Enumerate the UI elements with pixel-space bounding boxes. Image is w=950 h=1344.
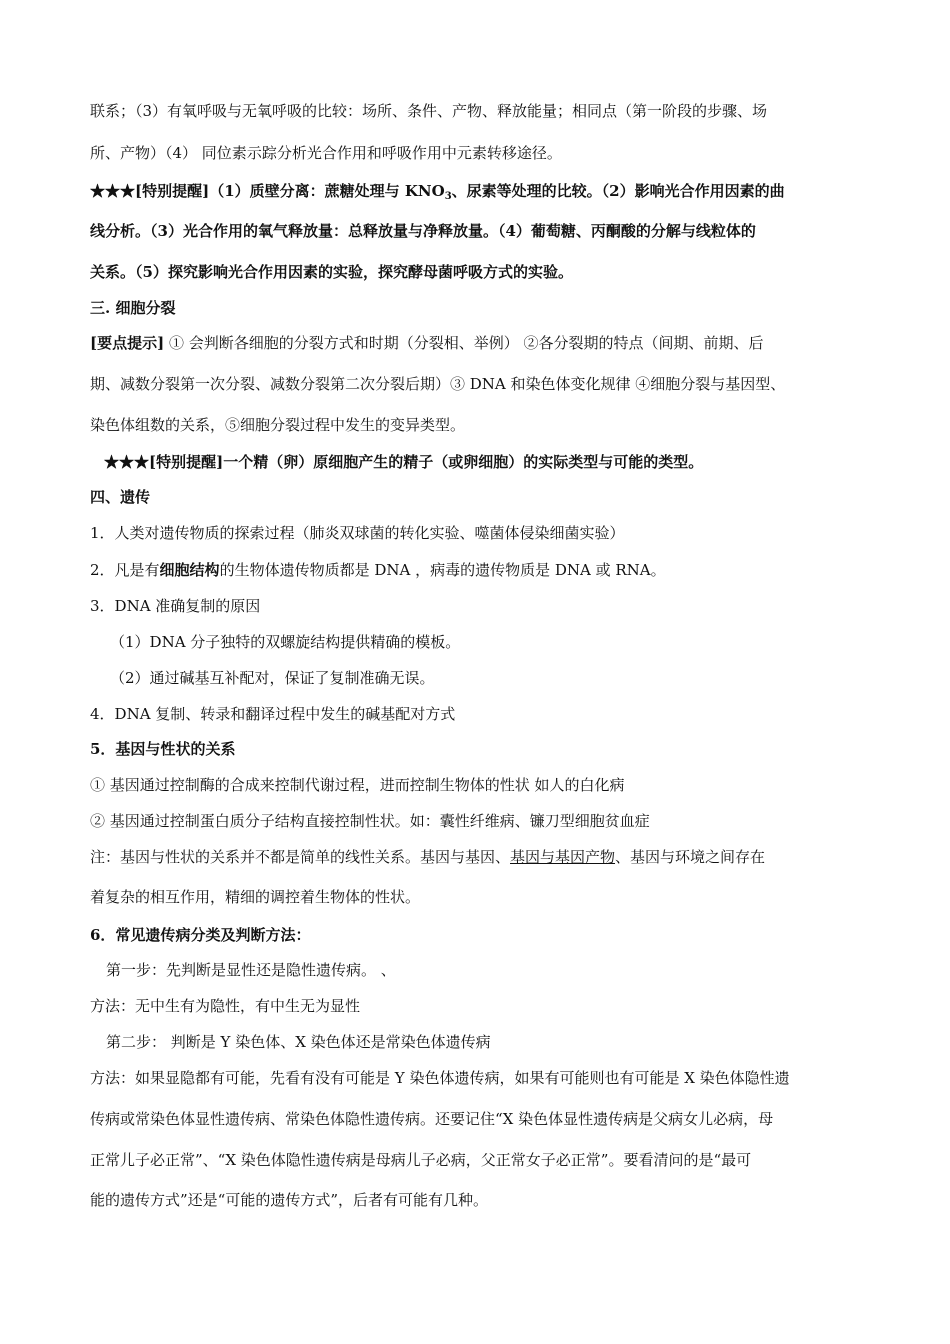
step-1: 第一步：先判断是显性还是隐性遗传病。 、 <box>106 961 396 979</box>
special-reminder-line-2: 线分析。（3）光合作用的氧气释放量：总释放量与净释放量。（4）葡萄糖、丙酮酸的分解与线粒体的 <box>90 222 756 240</box>
heredity-item-4: 4．DNA 复制、转录和翻译过程中发生的碱基配对方式 <box>90 705 456 723</box>
note-text-c: 、基因与环境之间存在 <box>615 848 766 866</box>
heredity-item-2 <box>90 560 666 580</box>
item2-emphasis: 细胞结构 <box>159 561 220 579</box>
method-2-line-4: 能的遗传方式”还是“可能的遗传方式”，后者有可能有几种。 <box>90 1191 489 1209</box>
section-heading-heredity: 四、遗传 <box>90 488 151 506</box>
respiration-comparison-line-1: 联系；（3）有氧呼吸与无氧呼吸的比较：场所、条件、产物、释放能量；相同点（第一阶段的步骤、场 <box>90 102 768 120</box>
reminder-stars: ★★★ <box>90 182 136 200</box>
key-points-line-2: 期、减数分裂第一次分裂、减数分裂第二次分裂后期）③ DNA 和染色体变化规律 ④细胞分裂与基因型、 <box>90 375 786 393</box>
gene-trait-note-line-1 <box>90 847 765 867</box>
method-2-line-1: 方法：如果显隐都有可能，先看有没有可能是 Y 染色体遗传病，如果有可能则也有可能是 X 染色体隐性遗 <box>90 1069 790 1087</box>
method-1: 方法：无中生有为隐性，有中生无为显性 <box>90 997 361 1015</box>
section-heading-cell-division: 三. 细胞分裂 <box>90 299 176 317</box>
special-reminder-line-1 <box>90 181 785 207</box>
note-text-a: 注：基因与性状的关系并不都是简单的线性关系。基因与基因、 <box>90 848 511 866</box>
reminder-label: [特别提醒] <box>135 182 210 200</box>
heredity-item-3: 3．DNA 准确复制的原因 <box>90 597 261 615</box>
heredity-item-5: 5．基因与性状的关系 <box>90 740 236 758</box>
step-2: 第二步： 判断是 Y 染色体、X 染色体还是常染色体遗传病 <box>106 1033 491 1051</box>
special-reminder-line-3: 关系。（5）探究影响光合作用因素的实验，探究酵母菌呼吸方式的实验。 <box>90 263 573 281</box>
key-points-label: [要点提示] <box>90 334 165 352</box>
heredity-item-5-2: ② 基因通过控制蛋白质分子结构直接控制性状。如：囊性纤维病、镰刀型细胞贫血症 <box>90 812 650 830</box>
method-2-line-3: 正常儿子必正常”、“X 染色体隐性遗传病是母病儿子必病，父正常女子必正常”。要看清问的是“最可 <box>90 1151 752 1169</box>
reminder-text-a: （1）质壁分离：蔗糖处理与 KNO <box>209 182 445 200</box>
key-points-line-3: 染色体组数的关系，⑤细胞分裂过程中发生的变异类型。 <box>90 416 466 434</box>
gene-trait-note-line-2: 着复杂的相互作用，精细的调控着生物体的性状。 <box>90 888 421 906</box>
item2-text-c: 的生物体遗传物质都是 DNA ，病毒的遗传物质是 DNA 或 RNA。 <box>219 561 666 579</box>
heredity-item-6: 6．常见遗传病分类及判断方法： <box>90 926 311 944</box>
item2-text-a: 2．凡是有 <box>90 561 160 579</box>
key-points-line-1 <box>90 333 764 353</box>
reminder-text-b: 、尿素等处理的比较。（2）影响光合作用因素的曲 <box>451 182 785 200</box>
heredity-item-5-1: ① 基因通过控制酶的合成来控制代谢过程，进而控制生物体的性状 如人的白化病 <box>90 776 625 794</box>
heredity-item-3-1: （1）DNA 分子独特的双螺旋结构提供精确的模板。 <box>110 633 461 651</box>
kno3-subscript: 3 <box>444 191 452 202</box>
note-underlined: 基因与基因产物 <box>510 848 616 866</box>
heredity-item-3-2: （2）通过碱基互补配对，保证了复制准确无误。 <box>110 669 435 687</box>
key-points-text-1: ① 会判断各细胞的分裂方式和时期（分裂相、举例） ②各分裂期的特点（间期、前期、后 <box>168 334 764 352</box>
cell-division-special-reminder: ★★★[特别提醒]一个精（卵）原细胞产生的精子（或卵细胞）的实际类型与可能的类型。 <box>104 453 704 471</box>
respiration-comparison-line-2: 所、产物）（4） 同位素示踪分析光合作用和呼吸作用中元素转移途径。 <box>90 144 562 162</box>
method-2-line-2: 传病或常染色体显性遗传病、常染色体隐性遗传病。还要记住“X 染色体显性遗传病是父病女儿必病，母 <box>90 1110 774 1128</box>
heredity-item-1: 1．人类对遗传物质的探索过程（肺炎双球菌的转化实验、噬菌体侵染细菌实验） <box>90 524 625 542</box>
